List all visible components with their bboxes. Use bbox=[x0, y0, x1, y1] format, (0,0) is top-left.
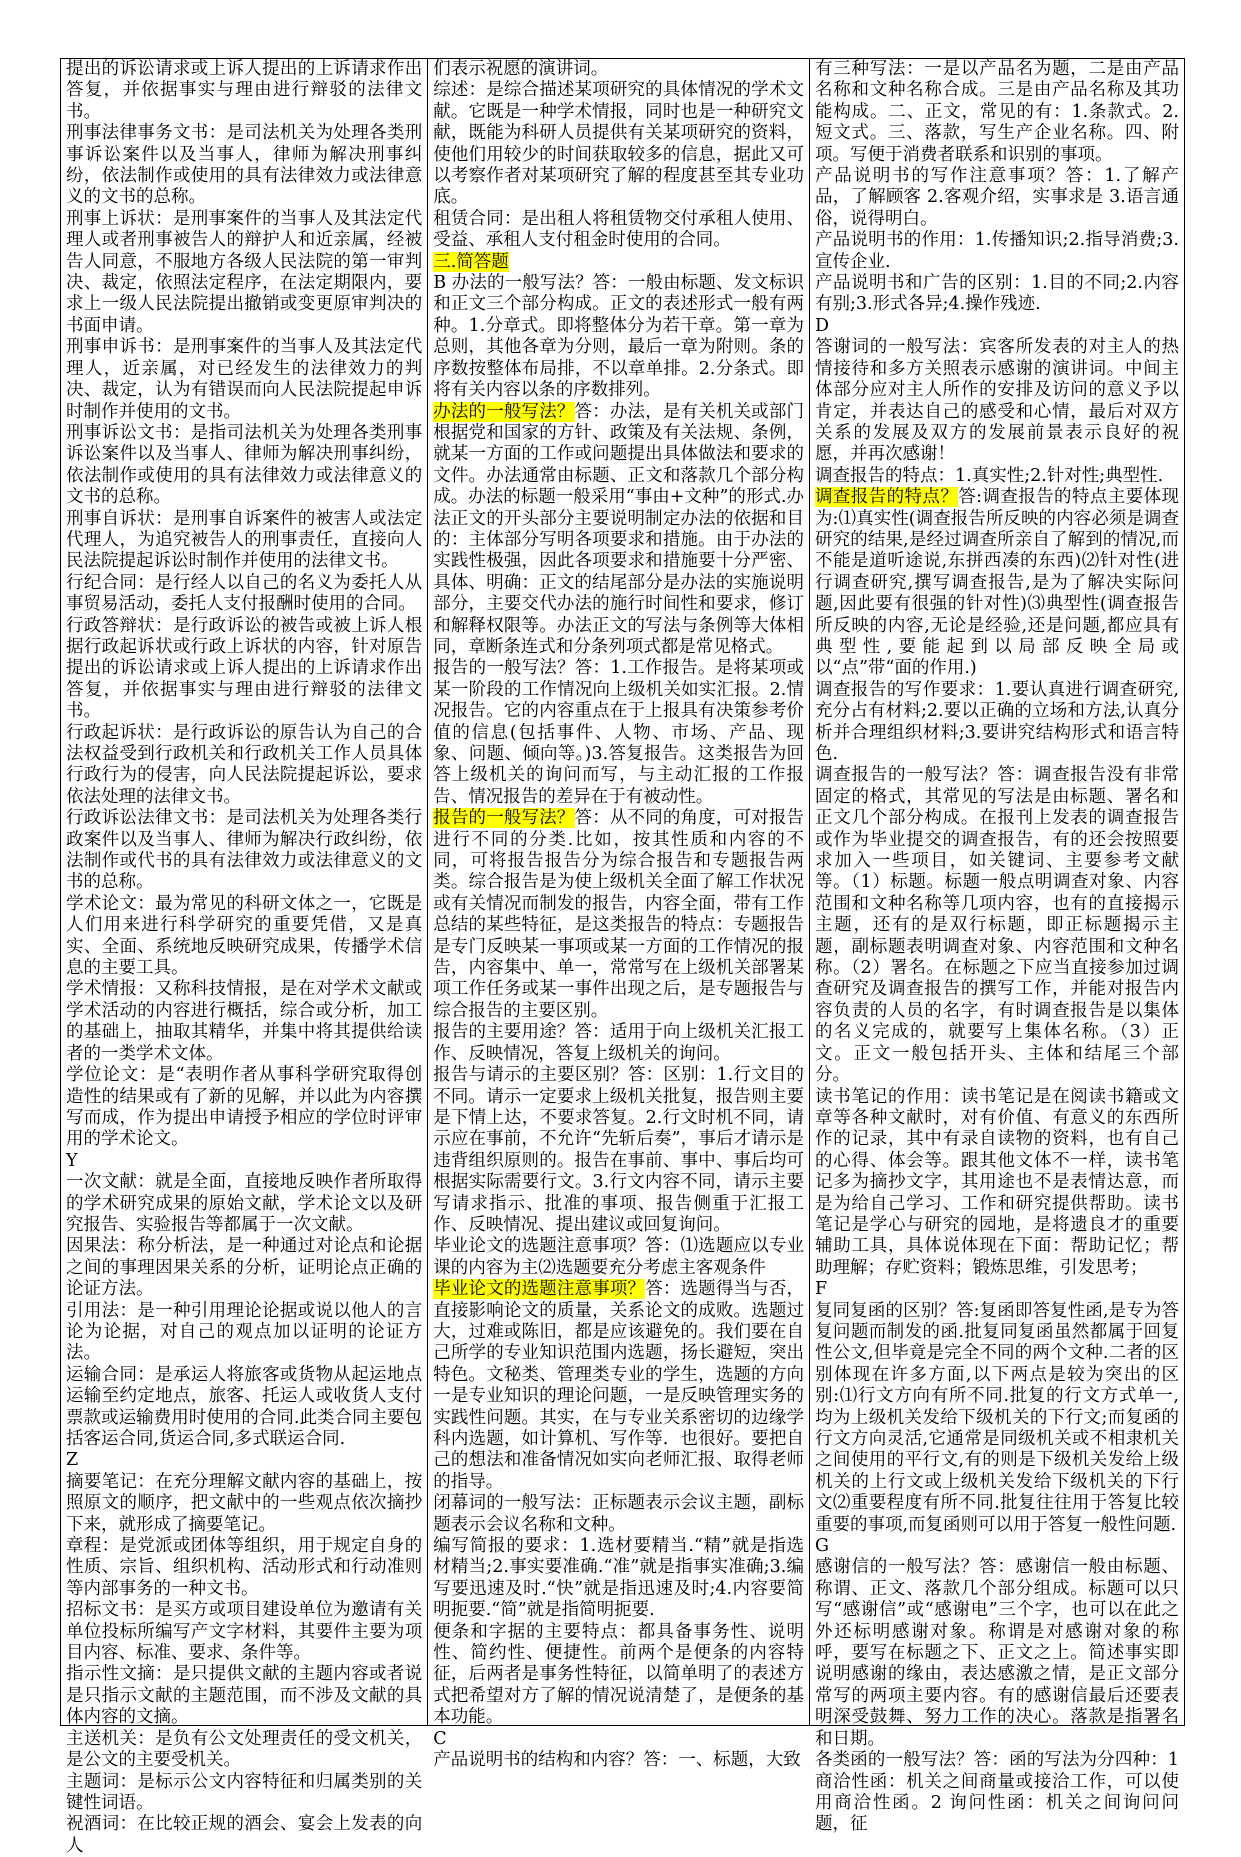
entry-term: 报告的一般写法？答： bbox=[433, 658, 611, 679]
entry-paragraph bbox=[433, 402, 804, 659]
entry-term: 行政诉讼法律文书： bbox=[66, 808, 227, 829]
entry-paragraph bbox=[815, 273, 1179, 316]
entry-paragraph bbox=[433, 209, 804, 252]
entry-paragraph bbox=[66, 509, 422, 573]
entry-term: 报告与请示的主要区别？答： bbox=[433, 1065, 664, 1086]
entry-paragraph bbox=[66, 894, 422, 980]
entry-body: 是党派或团体等组织，用于规定自身的性质、宗旨、组织机构、活动形式和行动准则等内部事务的一种文书。 bbox=[66, 1536, 423, 1599]
entry-body: 1.真实性;2.针对性;典型性. bbox=[955, 465, 1164, 486]
entry-term: 刑事诉讼文书： bbox=[66, 422, 191, 443]
entry-term: 刑事自诉状： bbox=[66, 508, 173, 529]
entry-paragraph bbox=[815, 230, 1179, 273]
entry-paragraph bbox=[66, 1729, 422, 1772]
entry-body: 函的写法为分四种：1商洽性函：机关之间商量或接洽工作，可以使用商洽性函。2 询问性函：机关之间询问问题，征 bbox=[815, 1750, 1179, 1835]
entry-paragraph bbox=[66, 337, 422, 423]
entry-term: 产品说明书的写作注意事项？答： bbox=[815, 166, 1105, 187]
entry-body: 1.目的不同;2.内容有别;3.形式各异;4.操作残迹. bbox=[815, 273, 1179, 315]
entry-paragraph bbox=[815, 1301, 1179, 1536]
entry-body: ⑴选题应以专业课的内容为主⑵选题要充分考虑主客观条件 bbox=[433, 1236, 805, 1278]
entry-paragraph bbox=[815, 1536, 1179, 1557]
column-2 bbox=[427, 59, 809, 1771]
entry-text: Y bbox=[66, 1150, 78, 1171]
entry-paragraph bbox=[66, 1772, 422, 1815]
entry-body: 最为常见的科研文体之一，它既是人们用来进行科学研究的重要凭借，又是真实、全面、系统地反映研究成果，传播学术信息的主要工具。 bbox=[66, 893, 423, 979]
entry-paragraph bbox=[66, 1151, 422, 1172]
entry-paragraph bbox=[433, 1750, 804, 1771]
entry-term: 行政起诉状： bbox=[66, 722, 173, 743]
entry-paragraph bbox=[433, 273, 804, 401]
entry-paragraph bbox=[815, 1279, 1179, 1300]
column-1 bbox=[60, 59, 427, 1856]
entry-body: 是出租人将租赁物交付承租人使用、受益、承租人支付租金时使用的合同。 bbox=[433, 208, 805, 251]
entry-body: 是一种引用理论论据或说以他人的言论为论据，对自己的观点加以证明的论证方法。 bbox=[66, 1300, 423, 1364]
entry-body: 都具备事务性、说明性、简约性、便捷性。前两个是便条的内容特征，后两者是事务性特征，以简单明了的表述方式把希望对方了解的情况说清楚了，是便条的基本功能。 bbox=[433, 1621, 805, 1728]
entry-text: 提出的诉讼请求或上诉人提出的上诉请求作出答复，并依据事实与理由进行辩驳的法律文书。 bbox=[66, 59, 423, 122]
entry-term: 学术情报： bbox=[66, 979, 156, 1000]
entry-paragraph bbox=[66, 1365, 422, 1451]
entry-paragraph bbox=[66, 808, 422, 894]
entry-term: 答谢词的一般写法： bbox=[815, 337, 980, 358]
entry-body: 是司法机关为处理各类刑事诉讼案件以及当事人，律师为解决刑事纠纷，依法制作或使用的具有法律效力或法律意义的文书的总称。 bbox=[66, 123, 423, 208]
entry-term: 报告的一般写法？ bbox=[433, 808, 575, 829]
entry-term: 闭幕词的一般写法： bbox=[433, 1493, 593, 1514]
section-heading: 三.简答题 bbox=[433, 251, 509, 272]
entry-text: 有三种写法：一是以产品名为题，二是由产品名称和文种名称合成。三是由产品名称及其功能构成。二、正文，常见的有：1.条款式。2.短文式。三、落款，写生产企业名称。四、附项。写便于消费者联系和识别的事项。 bbox=[815, 59, 1179, 165]
entry-body: 是综合描述某项研究的具体情况的学术文献。它既是一种学术情报，同时也是一种研究文献，既能为科研人员提供有关某项研究的资料，使他们用较少的时间获取较多的信息，据此又可以考察作者对某项研究了解的程度甚至其专业功底。 bbox=[433, 80, 805, 208]
entry-body: 调查报告没有非常固定的格式，其常见的写法是由标题、署名和正文几个部分构成。在报刊上发表的调查报告或作为毕业提交的调查报告，有的还会按照要求加入一些项目，如关键词、主要参考文献等。（1）标题。标题一般点明调查对象、内容范围和文种名称等几项内容，也有的直接揭示主题，还有的是双行标题，即正标题揭示主题，副标题表明调查对象、内容范围和文种名称。（2）署名。在标题之下应当直接参加过调查研究及调查报告的撰写工作，并能对报告内容负责的人员的名字，有时调查报告是以集体的名义完成的，就要写上集体名称。（3）正文。正文一般包括开头、主体和结尾三个部分。 bbox=[815, 765, 1179, 1086]
entry-paragraph bbox=[66, 1536, 422, 1600]
entry-body: 在比较正规的酒会、宴会上发表的向人 bbox=[66, 1814, 423, 1856]
entry-term: 产品说明书的作用： bbox=[815, 230, 975, 251]
entry-body: 是行政诉讼的被告或被上诉人根据行政起诉状或行政上诉状的内容，针对原告提出的诉讼请求或上诉人提出的上诉请求作出答复，并依据事实与理由进行辩驳的法律文书。 bbox=[66, 615, 423, 722]
entry-term: 调查报告的特点？ bbox=[815, 487, 959, 508]
entry-paragraph bbox=[66, 59, 422, 123]
entry-paragraph bbox=[433, 252, 804, 273]
entry-body: 是刑事案件的当事人及其法定代理人或者刑事被告人的辩护人和近亲属，经被告人同意，不服地方各级人民法院的第一审判决、裁定，依照法定程序，在法定期限内，要求上一级人民法院提出撤销或变更原审判决的书面申请。 bbox=[66, 208, 423, 336]
entry-paragraph bbox=[815, 1557, 1179, 1750]
entry-body: 答:调查报告的特点主要体现为:⑴真实性(调查报告所反映的内容必须是调查研究的结果,是经过调查所亲自了解到的情况,而不能是道听途说,东拼西凑的东西)⑵针对性(进行调查研究,撰写调查报告,是为了解决实际问题,因此要有很强的针对性)⑶典型性(调查报告所反映的内容,无论是经验,还是问题,都应具有典型性,要能起到以局部反映全局或以“点”带“面的作用.) bbox=[815, 487, 1179, 679]
entry-paragraph bbox=[433, 1493, 804, 1536]
entry-body: 适用于向上级机关汇报工作、反映情况，答复上级机关的询问。 bbox=[433, 1022, 805, 1064]
entry-paragraph bbox=[433, 1536, 804, 1622]
entry-term: 编写简报的要求： bbox=[433, 1536, 580, 1557]
entry-body: 是买方或项目建设单位为邀请有关单位投标所编写产文字材料，其要件主要为项目内容、标准、要求、条件等。 bbox=[66, 1600, 423, 1664]
entry-term: 主题词： bbox=[66, 1771, 138, 1792]
entry-term: 毕业论文的选题注意事项？ bbox=[433, 1279, 646, 1300]
entry-paragraph bbox=[66, 573, 422, 616]
entry-body: 答：从不同的角度，可对报告进行不同的分类.比如，按其性质和内容的不同，可将报告报告分为综合报告和专题报告两类。综合报告是为使上级机关全面了解工作状况或有关情况而制发的报告，内容全面，带有工作总结的某些特征，是这类报告的特点：专题报告是专门反映某一事项或某一方面的工作情况的报告，内容集中、单一，常常写在上级机关部署某项工作任务或某一事件出现之后，是专题报告与综合报告的主要区别。 bbox=[433, 808, 805, 1021]
entry-term: 便条和字据的主要特点： bbox=[433, 1621, 638, 1642]
entry-body: 又称科技情报，是在对学术文献或学术活动的内容进行概括，综合或分析，加工的基础上，抽取其精华，并集中将其提供给读者的一类学术文体。 bbox=[66, 979, 423, 1064]
column-3 bbox=[809, 59, 1185, 1835]
entry-body: 是刑事自诉案件的被害人或法定代理人，为追究被告人的刑事责任，直接向人民法院提起诉讼时制作并使用的法律文书。 bbox=[66, 508, 423, 572]
entry-term: 租赁合同： bbox=[433, 208, 522, 229]
entry-paragraph bbox=[66, 209, 422, 337]
entry-body: 1.选材要精当.“精”就是指选材精当;2.事实要准确.“准”就是指事实准确;3.编写要迅速及时.“快”就是指迅速及时;4.内容要简明扼要.“简”就是指简明扼要. bbox=[433, 1536, 805, 1621]
entry-term: 行纪合同： bbox=[66, 572, 156, 593]
entry-term: 调查报告的特点： bbox=[815, 465, 955, 486]
entry-paragraph bbox=[815, 466, 1179, 487]
entry-term: 刑事申诉书： bbox=[66, 337, 173, 358]
entry-paragraph bbox=[815, 680, 1179, 766]
entry-body: 复函即答复性函,是专为答复问题而制发的函.批复同复函虽然都属于回复性公文,但毕竟是完全不同的两个文种.二者的区别体现在许多方面,以下两点是较为突出的区别:⑴行文方向有所不同.批复的行文方式单一,均为上级机关发给下级机关的下行文;而复函的行文方向灵活,它通常是同级机关或不相隶机关之间使用的平行文,有的则是下级机关发给上级机关的上行文或上级机关发给下级机关的下行文⑵重要程度有所不同.批复往往用于答复比较重要的事项,而复函则可以用于答复一般性问题. bbox=[815, 1300, 1179, 1535]
entry-paragraph bbox=[66, 979, 422, 1065]
entry-paragraph bbox=[433, 1065, 804, 1236]
entry-paragraph bbox=[433, 1622, 804, 1729]
entry-paragraph bbox=[66, 1236, 422, 1300]
entry-term: 章程： bbox=[66, 1536, 120, 1557]
entry-body: 答：办法，是有关机关或部门根据党和国家的方针、政策及有关法规、条例，就某一方面的工作或问题提出具体做法和要求的文件。办法通常由标题、正文和落款几个部分构成。办法的标题一般采用“事由+文种”的形式.办法正文的开头部分主要说明制定办法的依据和目的：主体部分写明各项要求和措施。由于办法的实践性极强，因此各项要求和措施要十分严密、具体、明确：正文的结尾部分是办法的实施说明部分，主要交代办法的施行时间性和要求，修订和解释权限等。办法正文的写法与条例等大体相同，章断条连式和分条列项式都是常见格式。 bbox=[433, 401, 805, 657]
entry-body: 感谢信一般由标题、称谓、正文、落款几个部分组成。标题可以只写“感谢信”或“感谢电”三个字，也可以在此之外还标明感谢对象。称谓是对感谢对象的称呼，要写在标题之下、正文之上。简述事实即说明感谢的缘由，表达感激之情，是正文部分常写的两项主要内容。有的感谢信最后还要表明深受鼓舞、努力工作的决心。落款是指署名和日期。 bbox=[815, 1557, 1179, 1749]
entry-term: 产品说明书的结构和内容？答： bbox=[433, 1750, 679, 1771]
entry-body: 是只提供文献的主题内容或者说是只指示文献的主题范围，而不涉及文献的具体内容的文摘。 bbox=[66, 1664, 423, 1728]
entry-term: 复同复函的区别？答: bbox=[815, 1300, 980, 1321]
entry-body: 1.了解产品，了解顾客 2.客观介绍，实事求是 3.语言通俗，说得明白。 bbox=[815, 166, 1179, 229]
entry-term: 一次文献： bbox=[66, 1172, 156, 1193]
entry-term: 办法的一般写法？ bbox=[433, 401, 575, 422]
entry-term: 引用法： bbox=[66, 1300, 138, 1321]
entry-body: 是标示公文内容特征和归属类别的关键性词语。 bbox=[66, 1771, 423, 1813]
entry-body: 在充分理解文献内容的基础上，按照原文的顺序，把文献中的一些观点依次摘抄下来，就形成了摘要笔记。 bbox=[66, 1471, 423, 1535]
entry-paragraph bbox=[815, 487, 1179, 680]
entry-body: 正标题表示会议主题，副标题表示会议名称和文种。 bbox=[433, 1493, 804, 1535]
entry-paragraph bbox=[66, 1600, 422, 1664]
entry-term: 祝酒词： bbox=[66, 1814, 138, 1835]
entry-paragraph bbox=[815, 316, 1179, 337]
entry-body: 是行经人以自己的名义为委托人从事贸易活动，委托人支付报酬时使用的合同。 bbox=[66, 572, 423, 615]
entry-term: 调查报告的一般写法？答： bbox=[815, 765, 1034, 786]
entry-body: 答：选题得当与否，直接影响论文的质量，关系论文的成败。选题过大，过难或陈旧，都是应该避免的。我们要在自己所学的专业知识范围内选题，扬长避短，突出特色。文秘类、管理类专业的学生，选题的方向一是专业知识的理论问题，一是反映管理实务的实践性问题。其实，在与专业关系密切的边缘学科内选题，如计算机、写作等．也很好。要把自己的想法和准备情况如实向老师汇报、取得老师的指导。 bbox=[433, 1279, 805, 1492]
entry-term: 行政答辩状： bbox=[66, 615, 173, 636]
entry-text: 们表示祝愿的演讲词。 bbox=[433, 59, 609, 79]
entry-term: 学位论文： bbox=[66, 1065, 158, 1086]
entry-body: 是指司法机关为处理各类刑事诉讼案件以及当事人、律师为解决刑事纠纷，依法制作或使用的具有法律效力或法律意义的文书的总称。 bbox=[66, 422, 423, 508]
entry-text: D bbox=[815, 315, 830, 336]
entry-paragraph bbox=[433, 1729, 804, 1750]
entry-paragraph bbox=[66, 1450, 422, 1471]
entry-body: 读书笔记是在阅读书籍或文章等各种文献时，对有价值、有意义的东西所作的记录，其中有录自读物的资料，也有自己的心得、体会等。跟其他文体不一样，读书笔记多为摘抄文字，其用途也不是表情达意，而是为给自己学习、工作和研究提供帮助。读书笔记是学心与研究的园地，是将遗良才的重要辅助工具，具体说体现在下面：帮助记忆；帮助理解；存贮资料；锻炼思维，引发思考； bbox=[815, 1086, 1179, 1278]
entry-body: 就是全面，直接地反映作者所取得的学术研究成果的原始文献，学术论文以及研究报告、实验报告等都属于一次文献。 bbox=[66, 1172, 423, 1235]
entry-paragraph bbox=[66, 423, 422, 509]
entry-paragraph bbox=[66, 1664, 422, 1728]
entry-term: 运输合同： bbox=[66, 1364, 156, 1385]
entry-paragraph bbox=[433, 808, 804, 1022]
entry-term: 主送机关： bbox=[66, 1728, 156, 1749]
entry-term: 毕业论文的选题注意事项？答： bbox=[433, 1236, 681, 1257]
entry-term: 调查报告的写作要求： bbox=[815, 679, 995, 700]
entry-paragraph bbox=[66, 1301, 422, 1365]
entry-body: 称分析法，是一种通过对论点和论据之间的事理因果关系的分析，证明论点正确的论证方法。 bbox=[66, 1236, 423, 1300]
entry-paragraph bbox=[815, 166, 1179, 230]
entry-body: 宾客所发表的对主人的热情接待和多方关照表示感谢的演讲词。中间主体部分应对主人所作的安排及访问的意义予以肯定，并表达自己的感受和心情，最后对双方关系的发展及双方的发展前景表示良好的祝愿，并再次感谢！ bbox=[815, 337, 1179, 465]
entry-term: 产品说明书和广告的区别： bbox=[815, 273, 1032, 294]
entry-paragraph bbox=[66, 1472, 422, 1536]
entry-paragraph bbox=[66, 616, 422, 723]
entry-paragraph bbox=[66, 1065, 422, 1151]
entry-paragraph bbox=[815, 337, 1179, 465]
entry-text: G bbox=[815, 1536, 829, 1557]
entry-paragraph bbox=[433, 658, 804, 808]
entry-paragraph bbox=[433, 1022, 804, 1065]
entry-term: 学术论文： bbox=[66, 893, 156, 914]
entry-text: C bbox=[433, 1728, 447, 1749]
entry-term: 摘要笔记： bbox=[66, 1471, 156, 1492]
entry-term: 综述： bbox=[433, 80, 487, 101]
three-column-layout bbox=[60, 58, 1185, 1856]
entry-term: 指示性文摘： bbox=[66, 1664, 173, 1685]
entry-text: Z bbox=[66, 1450, 79, 1471]
entry-paragraph bbox=[815, 1087, 1179, 1280]
entry-body: 1.要认真进行调查研究,充分占有材料;2.要以正确的立场和方法,认真分析并合理组织材料;3.要讲究结构形式和语言特色. bbox=[815, 679, 1179, 764]
entry-body: 区别：1.行文目的不同。请示一定要求上级机关批复，报告则主要是下情上达，不要求答复。2.行文时机不同，请示应在事前，不允许“先斩后奏”，事后才请示是违背组织原则的。报告在事前、事中、事后均可根据实际需要行文。3.行文内容不同，请示主要写请求指示、批准的事项、报告侧重于汇报工作、反映情况、提出建议或回复询问。 bbox=[433, 1065, 805, 1235]
entry-term: 感谢信的一般写法？答： bbox=[815, 1557, 1016, 1578]
entry-body: 1.传播知识;2.指导消费;3.宣传企业. bbox=[815, 230, 1179, 272]
entry-paragraph bbox=[815, 765, 1179, 1086]
entry-body: 是承运人将旅客或货物从起运地点运输至约定地点，旅客、托运人或收货人支付票款或运输费用时使用的合同.此类合同主要包括客运合同,货运合同,多式联运合同. bbox=[66, 1364, 423, 1449]
entry-paragraph bbox=[433, 1279, 804, 1493]
entry-paragraph bbox=[66, 123, 422, 209]
entry-paragraph bbox=[815, 1750, 1179, 1836]
entry-term: B 办法的一般写法？答： bbox=[433, 273, 628, 294]
entry-paragraph bbox=[66, 723, 422, 809]
entry-term: 报告的主要用途？答： bbox=[433, 1022, 610, 1043]
entry-term: 招标文书： bbox=[66, 1600, 156, 1621]
entry-term: 因果法： bbox=[66, 1236, 138, 1257]
entry-term: 刑事上诉状： bbox=[66, 208, 173, 229]
entry-paragraph bbox=[66, 1814, 422, 1857]
entry-paragraph bbox=[815, 59, 1179, 166]
entry-text: F bbox=[815, 1279, 828, 1300]
entry-body: 是刑事案件的当事人及其法定代理人，近亲属，对已经发生的法律效力的判决、裁定，认为有错误而向人民法院提起申诉时制作并使用的文书。 bbox=[66, 337, 423, 422]
entry-term: 各类函的一般写法？答： bbox=[815, 1750, 1010, 1771]
entry-paragraph bbox=[66, 1172, 422, 1236]
entry-body: 是司法机关为处理各类行政案件以及当事人、律师为解决行政纠纷，依法制作或代书的具有法律效力或法律意义的文书的总称。 bbox=[66, 808, 423, 893]
entry-paragraph bbox=[433, 80, 804, 208]
entry-paragraph bbox=[433, 1236, 804, 1279]
entry-term: 刑事法律事务文书： bbox=[66, 123, 227, 144]
entry-body: 是行政诉讼的原告认为自己的合法权益受到行政机关和行政机关工作人员具体行政行为的侵害，向人民法院提起诉讼，要求依法处理的法律文书。 bbox=[66, 722, 423, 807]
entry-term: 读书笔记的作用： bbox=[815, 1086, 961, 1107]
entry-body: 一般由标题、发文标识和正文三个部分构成。正文的表述形式一般有两种。1.分章式。即将整体分为若干章。第一章为总则，其他各章为分则，最后一章为附则。条的序数按整体布局排，不以章单排。2.分条式。即将有关内容以条的序数排列。 bbox=[433, 273, 804, 401]
entry-body: 是“表明作者从事科学研究取得创造性的结果或有了新的见解，并以此为内容撰写而成，作为提出申请授予相应的学位时评审用的学术论文。 bbox=[66, 1065, 423, 1150]
entry-body: 1.工作报告。是将某项或某一阶段的工作情况向上级机关如实汇报。2.情况报告。它的内容重点在于上报具有决策参考价值的信息(包括事件、人物、市场、产品、现象、问题、倾向等。)3.答复报告。这类报告为回答上级机关的询问而写，与主动汇报的工作报告、情况报告的差异在于有被动性。 bbox=[433, 658, 804, 807]
entry-body: 是负有公文处理责任的受文机关，是公文的主要受机关。 bbox=[66, 1728, 423, 1771]
entry-paragraph bbox=[433, 59, 804, 80]
entry-body: 一、标题，大致 bbox=[678, 1750, 801, 1771]
